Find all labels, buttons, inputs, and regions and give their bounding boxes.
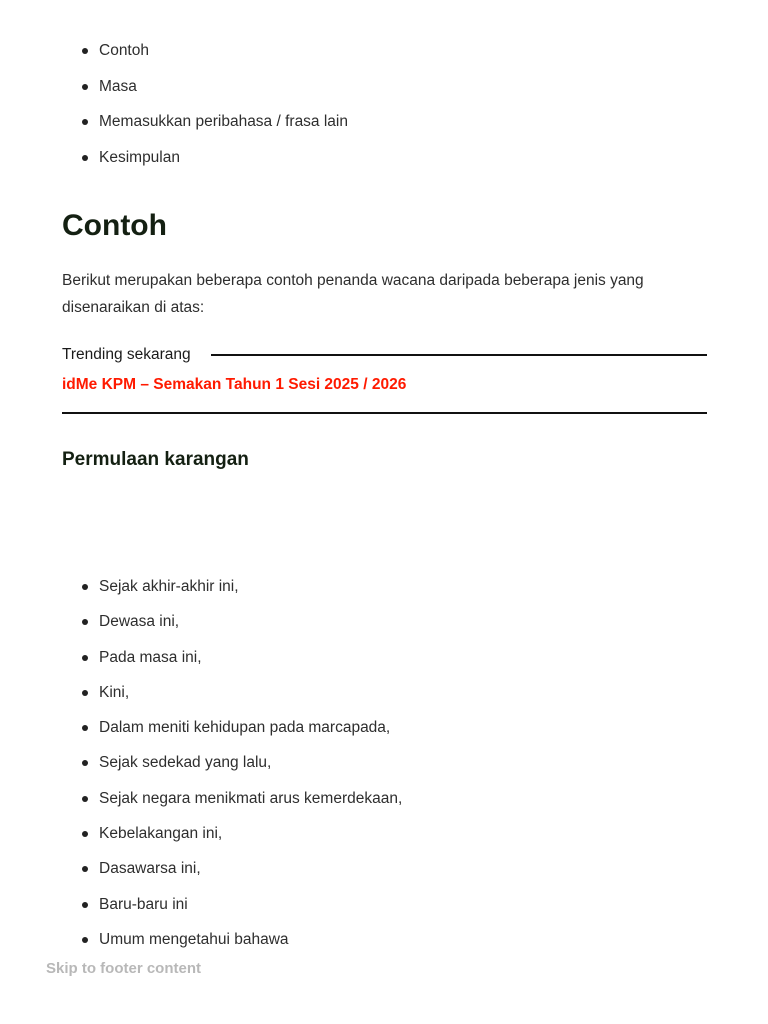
list-item: Masa bbox=[62, 77, 348, 97]
divider bbox=[211, 354, 707, 356]
divider bbox=[62, 412, 707, 414]
list-item: Memasukkan peribahasa / frasa lain bbox=[62, 112, 348, 132]
section-heading: Contoh bbox=[62, 209, 167, 242]
list-item: Sejak akhir-akhir ini, bbox=[62, 577, 402, 597]
outline-list bbox=[62, 41, 348, 183]
list-item: Sejak sedekad yang lalu, bbox=[62, 753, 402, 773]
list-item: Kini, bbox=[62, 683, 402, 703]
list-item: Contoh bbox=[62, 41, 348, 61]
list-item: Dewasa ini, bbox=[62, 612, 402, 632]
list-item: Dalam meniti kehidupan pada marcapada, bbox=[62, 718, 402, 738]
intro-paragraph: Berikut merupakan beberapa contoh penanda wacana daripada beberapa jenis yang disenaraikan di atas: bbox=[62, 272, 644, 316]
trending-box bbox=[62, 343, 707, 414]
list-item: Sejak negara menikmati arus kemerdekaan, bbox=[62, 789, 402, 809]
list-item: Kesimpulan bbox=[62, 148, 348, 168]
trending-label: Trending sekarang bbox=[62, 346, 191, 363]
skip-to-footer-link[interactable]: Skip to footer content bbox=[44, 958, 203, 980]
trending-header bbox=[62, 343, 707, 367]
list-item: Pada masa ini, bbox=[62, 648, 402, 668]
subsection-heading: Permulaan karangan bbox=[62, 449, 249, 470]
list-item: Umum mengetahui bahawa bbox=[62, 930, 402, 950]
trending-article-link[interactable]: idMe KPM – Semakan Tahun 1 Sesi 2025 / 2026 bbox=[62, 376, 407, 393]
permulaan-list bbox=[62, 577, 402, 965]
list-item: Kebelakangan ini, bbox=[62, 824, 402, 844]
list-item: Dasawarsa ini, bbox=[62, 859, 402, 879]
list-item: Baru-baru ini bbox=[62, 895, 402, 915]
